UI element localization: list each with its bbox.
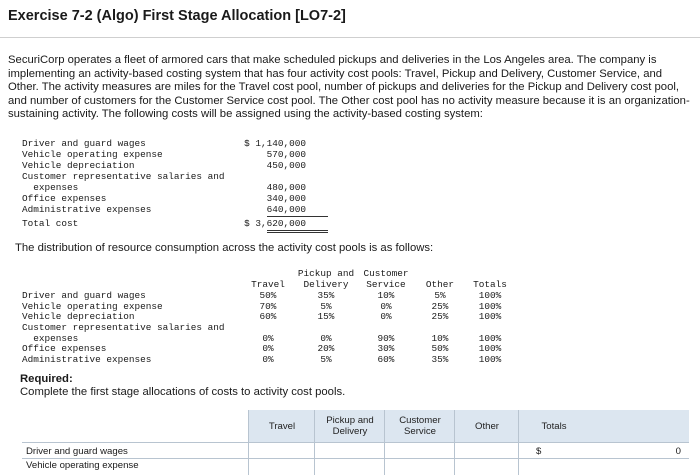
cost-label: Customer representative salaries and	[22, 171, 225, 182]
cost-amount: $ 1,140,000	[244, 138, 306, 149]
distribution-table	[22, 268, 542, 365]
total-cell	[518, 443, 681, 459]
pct-total: 100%	[478, 290, 502, 301]
pct-customer: 90%	[377, 332, 395, 344]
table-row	[22, 458, 689, 471]
distribution-row	[22, 333, 542, 344]
pct-travel: 50%	[259, 290, 277, 301]
row-label: expenses	[22, 332, 79, 344]
cost-row	[22, 182, 312, 193]
pct-travel: 60%	[259, 311, 277, 323]
distribution-header	[22, 268, 542, 290]
answer-table	[22, 410, 689, 471]
pct-travel: 0%	[262, 354, 274, 366]
other-input[interactable]	[454, 443, 519, 459]
pct-customer: 10%	[377, 290, 395, 301]
pct-pickup: 15%	[317, 311, 335, 323]
cost-row	[22, 171, 312, 182]
cost-row	[22, 204, 312, 215]
pct-other: 25%	[431, 311, 449, 323]
header-customer-line2: Service	[366, 279, 406, 290]
col-header-customer-service: Customer Service	[384, 410, 455, 442]
table-row	[22, 442, 689, 459]
pct-pickup: 5%	[320, 300, 332, 312]
distribution-intro: The distribution of resource consumption across the activity cost pools is as follows:	[15, 242, 434, 254]
cost-amount: 480,000	[266, 182, 306, 193]
cost-list	[22, 138, 312, 229]
header-other: Other	[425, 279, 455, 290]
pct-travel: 0%	[262, 343, 274, 355]
pct-other: 35%	[431, 354, 449, 366]
pct-pickup: 0%	[320, 332, 332, 344]
pct-customer: 0%	[380, 311, 392, 323]
pct-total: 100%	[478, 354, 502, 366]
total-cell	[518, 459, 589, 475]
cost-label: Driver and guard wages	[22, 138, 146, 149]
other-input[interactable]	[454, 459, 519, 475]
subtotal-underline	[267, 216, 328, 217]
row-label: Vehicle operating expense	[22, 300, 163, 312]
pct-other: 5%	[434, 290, 446, 301]
cost-total-row	[22, 218, 312, 229]
customer-service-input[interactable]	[384, 443, 455, 459]
pct-other: 50%	[431, 343, 449, 355]
cost-label: Vehicle depreciation	[22, 160, 135, 171]
pct-total: 100%	[478, 332, 502, 344]
header-customer-line1: Customer	[363, 268, 409, 279]
pct-other: 10%	[431, 332, 449, 344]
total-underline	[267, 230, 328, 231]
distribution-row	[22, 343, 542, 354]
pct-travel: 0%	[262, 332, 274, 344]
cost-amount: $ 3,620,000	[244, 218, 306, 229]
cost-label: Office expenses	[22, 193, 107, 204]
col-header-other: Other	[454, 410, 519, 442]
pct-customer: 60%	[377, 354, 395, 366]
travel-input[interactable]	[248, 443, 315, 459]
dollar-sign: $	[536, 446, 542, 457]
pickup-delivery-input[interactable]	[314, 443, 385, 459]
required-text: Complete the first stage allocations of costs to activity cost pools.	[20, 386, 346, 398]
cost-row	[22, 160, 312, 171]
problem-description: SecuriCorp operates a fleet of armored cars that make scheduled pickups and deliveries in the Los Angeles area. The company is implementing an activity-based costing system that has four activity cost pools: Travel, Pickup and Delivery, Customer Service, and Other. The activity measures are miles for the Travel cost pool, number of pickups and deliveries for the Pickup and Delivery cost pool, and number of customers for the Customer Service cost pool. The Other cost pool has no activity measure because it is an organization-sustaining activity. The following costs will be assigned using the activity-based costing system:	[8, 54, 690, 121]
cost-label: Total cost	[22, 218, 79, 229]
row-label: Vehicle operating expense	[26, 460, 139, 471]
travel-input[interactable]	[248, 459, 315, 475]
row-label: Vehicle depreciation	[22, 311, 135, 323]
cost-label: expenses	[22, 182, 79, 193]
row-label: Driver and guard wages	[22, 290, 146, 301]
row-label: Driver and guard wages	[26, 446, 128, 457]
cost-amount: 340,000	[266, 193, 306, 204]
pct-customer: 30%	[377, 343, 395, 355]
total-double-underline	[267, 232, 328, 233]
pct-other: 25%	[431, 300, 449, 312]
customer-service-input[interactable]	[384, 459, 455, 475]
row-label: Office expenses	[22, 343, 107, 355]
header-travel: Travel	[251, 279, 285, 290]
distribution-row	[22, 301, 542, 312]
col-header-pickup-delivery: Pickup and Delivery	[314, 410, 385, 442]
row-label: Customer representative salaries and	[22, 322, 225, 334]
cost-amount: 450,000	[266, 160, 306, 171]
header-pickup-line1: Pickup and	[297, 268, 355, 279]
cost-row	[22, 138, 312, 149]
pct-pickup: 35%	[317, 290, 335, 301]
title-divider	[0, 37, 700, 38]
required-heading: Required:	[20, 373, 73, 385]
distribution-row	[22, 311, 542, 322]
row-label: Administrative expenses	[22, 354, 152, 366]
distribution-row	[22, 354, 542, 365]
distribution-row	[22, 322, 542, 333]
cost-label: Administrative expenses	[22, 204, 152, 215]
header-pickup-line2: Delivery	[303, 279, 349, 290]
pickup-delivery-input[interactable]	[314, 459, 385, 475]
pct-total: 100%	[478, 300, 502, 312]
pct-pickup: 20%	[317, 343, 335, 355]
cost-amount: 570,000	[266, 149, 306, 160]
cost-row	[22, 193, 312, 204]
cost-amount: 640,000	[266, 204, 306, 215]
pct-pickup: 5%	[320, 354, 332, 366]
cost-row	[22, 149, 312, 160]
answer-table-corner	[22, 410, 248, 442]
col-header-travel: Travel	[248, 410, 315, 442]
page-title: Exercise 7-2 (Algo) First Stage Allocation [LO7-2]	[8, 8, 346, 24]
pct-customer: 0%	[380, 300, 392, 312]
pct-total: 100%	[478, 343, 502, 355]
pct-travel: 70%	[259, 300, 277, 312]
cost-label: Vehicle operating expense	[22, 149, 163, 160]
col-header-totals: Totals	[518, 410, 589, 442]
pct-total: 100%	[478, 311, 502, 323]
distribution-row	[22, 290, 542, 301]
header-totals: Totals	[473, 279, 507, 290]
total-value: 0	[675, 446, 681, 457]
